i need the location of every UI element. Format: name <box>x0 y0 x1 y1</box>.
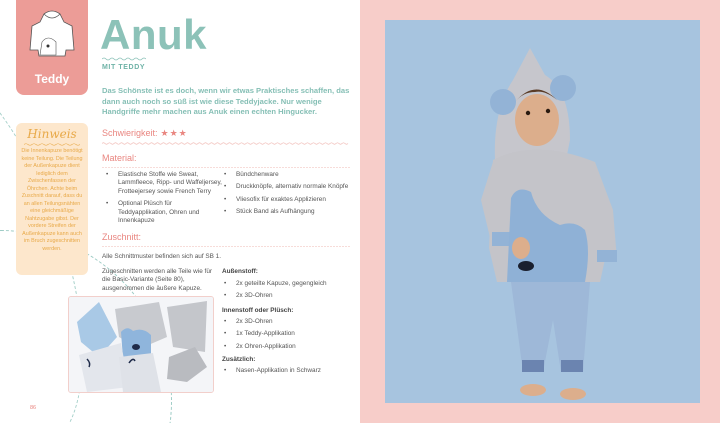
inner-fabric-list <box>222 318 352 355</box>
outer-fabric-list <box>222 280 352 305</box>
inner-fabric-label: Innenstoff oder Plüsch: <box>222 307 294 314</box>
wave-divider <box>102 166 350 169</box>
list-item: • 2x 3D-Ohren <box>222 318 352 326</box>
wave-divider <box>102 142 350 145</box>
right-page <box>360 0 720 423</box>
list-item: • 2x 3D-Ohren <box>222 292 352 300</box>
wave-divider <box>102 57 146 61</box>
jacket-illustration-icon <box>28 8 76 60</box>
page-number: 86 <box>30 405 37 411</box>
difficulty-label: Schwierigkeit: <box>102 128 158 138</box>
difficulty-heading <box>102 128 188 139</box>
list-item: • 1x Teddy-Applikation <box>222 330 352 338</box>
child-in-teddy-jacket-image <box>385 20 700 403</box>
page-subtitle: MIT TEDDY <box>102 64 146 71</box>
outer-fabric-label: Außenstoff: <box>222 268 258 275</box>
difficulty-stars: ★★★ <box>160 128 188 138</box>
wave-divider <box>102 245 350 248</box>
list-item: • Bündchenware <box>222 171 350 179</box>
material-list-col1 <box>104 171 222 229</box>
category-card <box>16 0 88 95</box>
pattern-pieces-photo <box>68 296 214 393</box>
additional-list <box>222 367 352 379</box>
material-list-col2 <box>222 171 350 221</box>
cut-heading: Zuschnitt: <box>102 232 142 242</box>
intro-text: Das Schönste ist es doch, wenn wir etwas Praktisches schaffen, das dann auch noch so süß ist wie diese Teddyjacke. Nur wenige Handgriffe mehr machen aus Anuk einen echten Hingucker. <box>102 86 350 116</box>
list-item: • Elastische Stoffe wie Sweat, Lammfleece, Ripp- und Waffeljersey, Frotteejersey sowie French Terry <box>104 171 222 196</box>
child-photo <box>385 20 700 403</box>
hint-title: Hinweis <box>27 127 77 141</box>
list-item: • Optional Plüsch für Teddyapplikation, Ohren und Innenkapuze <box>104 200 222 225</box>
list-item: • 2x geteilte Kapuze, gegengleich <box>222 280 352 288</box>
cut-description: Zugeschnitten werden alle Teile wie für die Basic-Variante (Seite 80), ausgenommen die äußere Kapuze. <box>102 268 213 292</box>
category-label: Teddy <box>34 72 70 86</box>
pattern-pieces-image <box>69 297 213 392</box>
cut-note: Alle Schnittmuster befinden sich auf SB 1. <box>102 253 222 260</box>
list-item: • Vliesofix für exaktes Applizieren <box>222 196 350 204</box>
page-title: Anuk <box>100 11 207 58</box>
hint-text: Die Innenkapuze benötigt keine Teilung. Die Teilung der Außenkapuze dient lediglich dem Zwischenfassen der Öhrchen. Achte beim Zuschnitt darauf, dass du an allen Teilungsnähten eine gleichmäßige Nahtzugabe gibst. Der vordere Streifen der Außenkapuze kann auch im Bruch zugeschnitten werden. <box>21 148 83 252</box>
list-item: • Druckknöpfe, alternativ normale Knöpfe <box>222 183 350 191</box>
list-item: • 2x Ohren-Applikation <box>222 343 352 351</box>
list-item: • Stück Band als Aufhängung <box>222 208 350 216</box>
wave-divider <box>24 143 80 146</box>
hint-box <box>16 123 88 275</box>
additional-label: Zusätzlich: <box>222 356 256 363</box>
list-item: • Nasen-Applikation in Schwarz <box>222 367 352 375</box>
material-heading: Material: <box>102 153 137 163</box>
